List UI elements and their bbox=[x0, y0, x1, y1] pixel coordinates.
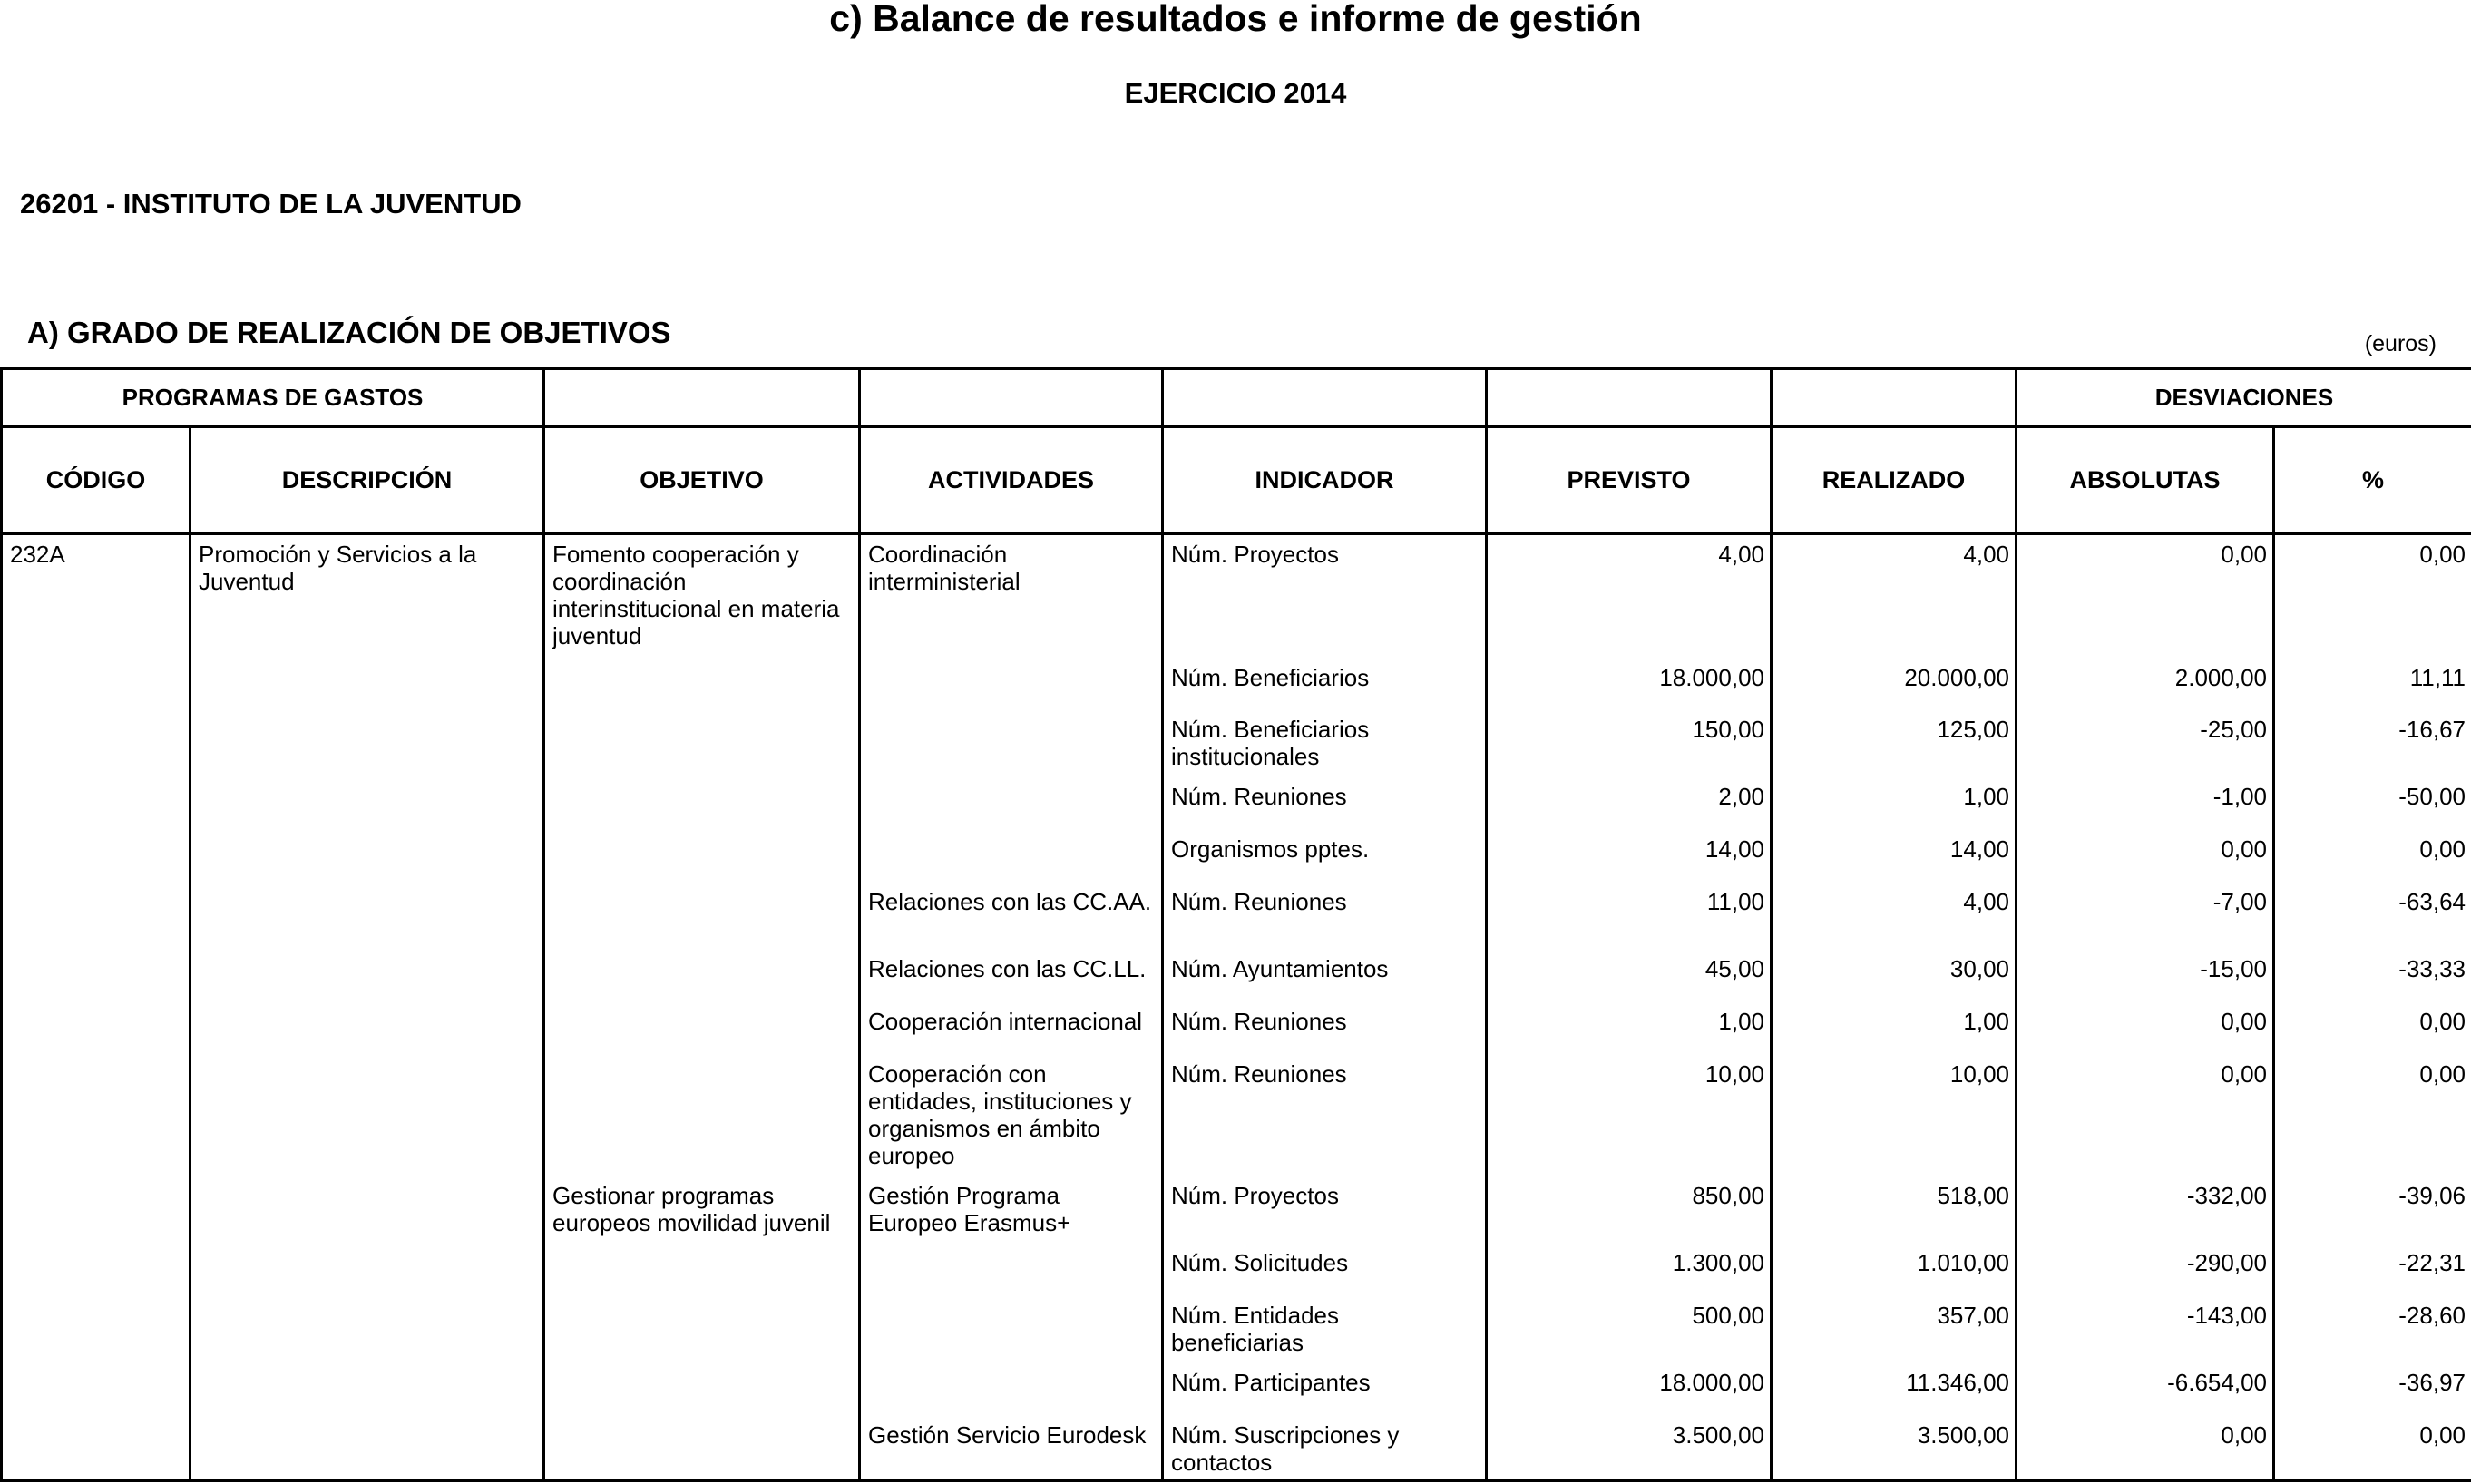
cell-indicador-text: Núm. Entidades beneficiarias bbox=[1171, 1301, 1339, 1356]
cell-absolutas-text: 0,00 bbox=[2221, 541, 2267, 568]
cell-objetivo bbox=[544, 1296, 860, 1363]
cell-previsto bbox=[1487, 1055, 1772, 1176]
cell-indicador bbox=[1163, 777, 1487, 830]
cell-codigo-text bbox=[3, 710, 189, 716]
cell-previsto-text: 150,00 bbox=[1692, 715, 1764, 743]
cell-descripcion-text bbox=[191, 1055, 542, 1060]
cell-realizado-text: 4,00 bbox=[1963, 887, 2009, 915]
cell-realizado bbox=[1772, 1176, 2017, 1244]
cell-indicador bbox=[1163, 883, 1487, 950]
cell-absolutas-text: 0,00 bbox=[2221, 835, 2267, 863]
cell-absolutas-text: 0,00 bbox=[2221, 1421, 2267, 1449]
cell-indicador-text: Núm. Proyectos bbox=[1171, 1181, 1339, 1209]
cell-realizado bbox=[1772, 534, 2017, 659]
cell-objetivo-text bbox=[545, 710, 858, 716]
cell-absolutas bbox=[2017, 830, 2274, 883]
cell-codigo-text bbox=[3, 659, 189, 664]
cell-codigo bbox=[2, 659, 190, 710]
cell-codigo bbox=[2, 1416, 190, 1481]
cell-indicador-text: Núm. Solicitudes bbox=[1171, 1248, 1349, 1276]
cell-pct-text: -22,31 bbox=[2398, 1248, 2466, 1276]
cell-codigo-text bbox=[3, 1244, 189, 1249]
cell-actividad bbox=[860, 1176, 1163, 1244]
cell-realizado-text: 14,00 bbox=[1949, 835, 2009, 863]
cell-pct bbox=[2274, 659, 2471, 710]
cell-objetivo bbox=[544, 659, 860, 710]
cell-pct-text: 0,00 bbox=[2419, 1421, 2466, 1449]
cell-previsto bbox=[1487, 534, 1772, 659]
cell-descripcion bbox=[190, 1416, 544, 1481]
cell-previsto bbox=[1487, 777, 1772, 830]
cell-codigo-text bbox=[3, 1363, 189, 1369]
cell-pct-text: 0,00 bbox=[2419, 1007, 2466, 1035]
cell-indicador bbox=[1163, 1244, 1487, 1296]
group-header-empty bbox=[1163, 369, 1487, 427]
cell-absolutas-text: 0,00 bbox=[2221, 1007, 2267, 1035]
cell-actividad bbox=[860, 534, 1163, 659]
col-header-descripcion: DESCRIPCIÓN bbox=[190, 427, 544, 534]
cell-descripcion-text bbox=[191, 830, 542, 835]
cell-pct bbox=[2274, 777, 2471, 830]
cell-actividad bbox=[860, 1296, 1163, 1363]
cell-realizado-text: 1.010,00 bbox=[1917, 1248, 2009, 1276]
cell-objetivo bbox=[544, 1176, 860, 1244]
cell-descripcion bbox=[190, 1002, 544, 1055]
cell-codigo-text bbox=[3, 1002, 189, 1008]
group-header-row bbox=[2, 369, 2471, 427]
entity-name: 26201 - INSTITUTO DE LA JUVENTUD bbox=[20, 188, 522, 220]
cell-absolutas-text: -143,00 bbox=[2186, 1301, 2267, 1329]
cell-objetivo-text bbox=[545, 950, 858, 955]
cell-codigo bbox=[2, 534, 190, 659]
cell-previsto-text: 10,00 bbox=[1704, 1059, 1764, 1088]
cell-realizado-text: 30,00 bbox=[1949, 954, 2009, 982]
cell-pct bbox=[2274, 1176, 2471, 1244]
cell-absolutas-text: -1,00 bbox=[2212, 782, 2267, 810]
col-header-objetivo: OBJETIVO bbox=[544, 427, 860, 534]
cell-previsto-text: 850,00 bbox=[1692, 1181, 1764, 1209]
cell-pct-text: -63,64 bbox=[2398, 887, 2466, 915]
col-header-absolutas: ABSOLUTAS bbox=[2017, 427, 2274, 534]
cell-previsto-text: 2,00 bbox=[1718, 782, 1764, 810]
cell-actividad-text: Gestión Programa Europeo Erasmus+ bbox=[868, 1181, 1071, 1236]
cell-realizado bbox=[1772, 1416, 2017, 1481]
cell-codigo-text bbox=[3, 1296, 189, 1302]
cell-actividad bbox=[860, 830, 1163, 883]
page-title: c) Balance de resultados e informe de gestión bbox=[829, 0, 1642, 39]
cell-pct bbox=[2274, 1244, 2471, 1296]
cell-pct-text: -50,00 bbox=[2398, 782, 2466, 810]
cell-pct-text: 0,00 bbox=[2419, 1059, 2466, 1088]
cell-indicador-text: Núm. Participantes bbox=[1171, 1368, 1371, 1396]
cell-absolutas bbox=[2017, 1055, 2274, 1176]
cell-objetivo-text bbox=[545, 777, 858, 783]
cell-objetivo bbox=[544, 1244, 860, 1296]
cell-pct bbox=[2274, 1363, 2471, 1416]
cell-descripcion bbox=[190, 1363, 544, 1416]
cell-realizado-text: 1,00 bbox=[1963, 782, 2009, 810]
cell-indicador-text: Núm. Ayuntamientos bbox=[1171, 954, 1389, 982]
cell-realizado bbox=[1772, 710, 2017, 777]
cell-previsto-text: 18.000,00 bbox=[1659, 1368, 1764, 1396]
cell-descripcion-text bbox=[191, 1363, 542, 1369]
cell-actividad-text bbox=[861, 1363, 1161, 1369]
cell-objetivo bbox=[544, 950, 860, 1002]
group-header-empty bbox=[544, 369, 860, 427]
cell-realizado bbox=[1772, 830, 2017, 883]
cell-actividad bbox=[860, 1002, 1163, 1055]
cell-indicador-text: Núm. Beneficiarios bbox=[1171, 663, 1370, 691]
cell-realizado-text: 20.000,00 bbox=[1904, 663, 2009, 691]
cell-descripcion bbox=[190, 1176, 544, 1244]
cell-previsto-text: 11,00 bbox=[1706, 887, 1764, 915]
cell-pct-text: -36,97 bbox=[2398, 1368, 2466, 1396]
table-row bbox=[2, 659, 2471, 710]
table-row bbox=[2, 830, 2471, 883]
cell-codigo-text bbox=[3, 777, 189, 783]
cell-objetivo bbox=[544, 1416, 860, 1481]
cell-indicador bbox=[1163, 710, 1487, 777]
cell-codigo bbox=[2, 777, 190, 830]
cell-realizado-text: 1,00 bbox=[1963, 1007, 2009, 1035]
col-header-previsto: PREVISTO bbox=[1487, 427, 1772, 534]
cell-realizado bbox=[1772, 1055, 2017, 1176]
cell-realizado bbox=[1772, 777, 2017, 830]
cell-actividad-text bbox=[861, 710, 1161, 716]
cell-descripcion bbox=[190, 1055, 544, 1176]
cell-actividad bbox=[860, 659, 1163, 710]
cell-actividad bbox=[860, 1416, 1163, 1481]
cell-descripcion-text bbox=[191, 883, 542, 888]
table-row bbox=[2, 534, 2471, 659]
cell-objetivo-text bbox=[545, 1296, 858, 1302]
cell-previsto bbox=[1487, 1416, 1772, 1481]
table-row bbox=[2, 1002, 2471, 1055]
cell-previsto-text: 1,00 bbox=[1718, 1007, 1764, 1035]
cell-descripcion-text: Promoción y Servicios a la Juventud bbox=[199, 541, 477, 595]
cell-descripcion bbox=[190, 950, 544, 1002]
cell-codigo bbox=[2, 1244, 190, 1296]
table-row bbox=[2, 1296, 2471, 1363]
cell-absolutas-text: -290,00 bbox=[2186, 1248, 2267, 1276]
cell-objetivo bbox=[544, 710, 860, 777]
cell-descripcion bbox=[190, 883, 544, 950]
cell-absolutas bbox=[2017, 883, 2274, 950]
cell-codigo bbox=[2, 1363, 190, 1416]
cell-absolutas-text: -15,00 bbox=[2200, 954, 2267, 982]
cell-realizado-text: 518,00 bbox=[1937, 1181, 2009, 1209]
cell-absolutas bbox=[2017, 659, 2274, 710]
cell-descripcion bbox=[190, 1244, 544, 1296]
cell-codigo bbox=[2, 830, 190, 883]
cell-descripcion-text bbox=[191, 1244, 542, 1249]
cell-codigo-text bbox=[3, 830, 189, 835]
cell-descripcion bbox=[190, 1296, 544, 1363]
cell-previsto bbox=[1487, 883, 1772, 950]
cell-realizado-text: 125,00 bbox=[1937, 715, 2009, 743]
cell-descripcion-text bbox=[191, 1416, 542, 1421]
cell-descripcion-text bbox=[191, 1002, 542, 1008]
cell-objetivo bbox=[544, 534, 860, 659]
table-body bbox=[2, 534, 2471, 1481]
cell-actividad-text: Gestión Servicio Eurodesk bbox=[868, 1421, 1147, 1449]
cell-previsto bbox=[1487, 950, 1772, 1002]
cell-codigo bbox=[2, 950, 190, 1002]
cell-objetivo-text bbox=[545, 1244, 858, 1249]
cell-codigo-text: 232A bbox=[10, 541, 65, 568]
cell-actividad bbox=[860, 883, 1163, 950]
cell-realizado-text: 10,00 bbox=[1949, 1059, 2009, 1088]
col-header-pct: % bbox=[2274, 427, 2471, 534]
cell-codigo bbox=[2, 710, 190, 777]
cell-realizado-text: 3.500,00 bbox=[1917, 1421, 2009, 1449]
cell-previsto bbox=[1487, 830, 1772, 883]
group-header-empty bbox=[860, 369, 1163, 427]
cell-indicador bbox=[1163, 830, 1487, 883]
cell-absolutas bbox=[2017, 1296, 2274, 1363]
cell-objetivo bbox=[544, 1363, 860, 1416]
cell-objetivo-text bbox=[545, 1055, 858, 1060]
cell-previsto-text: 18.000,00 bbox=[1659, 663, 1764, 691]
table-row bbox=[2, 710, 2471, 777]
cell-pct bbox=[2274, 534, 2471, 659]
cell-codigo-text bbox=[3, 1416, 189, 1421]
cell-actividad bbox=[860, 1244, 1163, 1296]
cell-actividad-text: Cooperación con entidades, instituciones y organismos en ámbito europeo bbox=[868, 1059, 1132, 1169]
cell-codigo bbox=[2, 883, 190, 950]
cell-pct-text: 0,00 bbox=[2419, 835, 2466, 863]
cell-pct bbox=[2274, 710, 2471, 777]
objectives-table bbox=[0, 367, 2471, 1482]
cell-absolutas bbox=[2017, 950, 2274, 1002]
cell-previsto bbox=[1487, 1002, 1772, 1055]
cell-absolutas bbox=[2017, 534, 2274, 659]
cell-previsto bbox=[1487, 1176, 1772, 1244]
group-header-empty bbox=[1772, 369, 2017, 427]
cell-indicador bbox=[1163, 1055, 1487, 1176]
cell-indicador bbox=[1163, 1176, 1487, 1244]
cell-indicador bbox=[1163, 1416, 1487, 1481]
cell-absolutas-text: 2.000,00 bbox=[2174, 663, 2267, 691]
cell-pct-text: 11,11 bbox=[2409, 663, 2466, 691]
cell-objetivo bbox=[544, 1002, 860, 1055]
cell-actividad-text: Cooperación internacional bbox=[868, 1007, 1143, 1035]
cell-pct bbox=[2274, 883, 2471, 950]
cell-previsto bbox=[1487, 710, 1772, 777]
exercise-year: EJERCICIO 2014 bbox=[1124, 77, 1347, 109]
cell-absolutas-text: 0,00 bbox=[2221, 1059, 2267, 1088]
cell-indicador-text: Núm. Beneficiarios institucionales bbox=[1171, 715, 1370, 770]
cell-realizado bbox=[1772, 950, 2017, 1002]
units-label: (euros) bbox=[2364, 331, 2437, 356]
table-row bbox=[2, 950, 2471, 1002]
cell-previsto-text: 45,00 bbox=[1704, 954, 1764, 982]
cell-actividad bbox=[860, 1055, 1163, 1176]
table-row bbox=[2, 777, 2471, 830]
cell-objetivo-text bbox=[545, 1002, 858, 1008]
cell-objetivo bbox=[544, 830, 860, 883]
col-header-indicador: INDICADOR bbox=[1163, 427, 1487, 534]
cell-previsto-text: 1.300,00 bbox=[1672, 1248, 1764, 1276]
cell-indicador-text: Núm. Reuniones bbox=[1171, 1007, 1347, 1035]
cell-codigo bbox=[2, 1176, 190, 1244]
cell-descripcion bbox=[190, 659, 544, 710]
cell-actividad-text: Coordinación interministerial bbox=[868, 541, 1021, 595]
table-row bbox=[2, 1363, 2471, 1416]
cell-indicador bbox=[1163, 1296, 1487, 1363]
group-header-desviaciones: DESVIACIONES bbox=[2017, 369, 2471, 427]
cell-realizado bbox=[1772, 1244, 2017, 1296]
cell-indicador-text: Núm. Reuniones bbox=[1171, 887, 1347, 915]
cell-actividad bbox=[860, 777, 1163, 830]
cell-codigo bbox=[2, 1055, 190, 1176]
cell-objetivo-text: Gestionar programas europeos movilidad juvenil bbox=[552, 1181, 831, 1236]
cell-realizado bbox=[1772, 1363, 2017, 1416]
cell-absolutas bbox=[2017, 1416, 2274, 1481]
cell-pct bbox=[2274, 950, 2471, 1002]
cell-indicador-text: Núm. Suscripciones y contactos bbox=[1171, 1421, 1400, 1476]
cell-actividad bbox=[860, 950, 1163, 1002]
cell-absolutas bbox=[2017, 1002, 2274, 1055]
cell-objetivo bbox=[544, 1055, 860, 1176]
cell-indicador bbox=[1163, 950, 1487, 1002]
cell-actividad-text bbox=[861, 777, 1161, 783]
cell-descripcion-text bbox=[191, 1176, 542, 1182]
cell-absolutas bbox=[2017, 1176, 2274, 1244]
group-header-empty bbox=[1487, 369, 1772, 427]
cell-actividad-text: Relaciones con las CC.AA. bbox=[868, 887, 1152, 915]
cell-pct-text: -16,67 bbox=[2398, 715, 2466, 743]
cell-actividad-text bbox=[861, 1296, 1161, 1302]
cell-pct bbox=[2274, 1416, 2471, 1481]
cell-descripcion-text bbox=[191, 659, 542, 664]
cell-indicador-text: Organismos pptes. bbox=[1171, 835, 1370, 863]
cell-descripcion bbox=[190, 830, 544, 883]
cell-actividad bbox=[860, 1363, 1163, 1416]
cell-absolutas bbox=[2017, 710, 2274, 777]
cell-previsto-text: 3.500,00 bbox=[1672, 1421, 1764, 1449]
cell-objetivo bbox=[544, 777, 860, 830]
cell-realizado-text: 357,00 bbox=[1937, 1301, 2009, 1329]
cell-actividad bbox=[860, 710, 1163, 777]
cell-realizado bbox=[1772, 1296, 2017, 1363]
cell-realizado bbox=[1772, 1002, 2017, 1055]
cell-actividad-text: Relaciones con las CC.LL. bbox=[868, 954, 1147, 982]
table-row bbox=[2, 883, 2471, 950]
cell-absolutas-text: -7,00 bbox=[2212, 887, 2267, 915]
cell-codigo-text bbox=[3, 950, 189, 955]
col-header-codigo: CÓDIGO bbox=[2, 427, 190, 534]
cell-codigo-text bbox=[3, 1176, 189, 1182]
cell-realizado bbox=[1772, 883, 2017, 950]
cell-objetivo-text bbox=[545, 659, 858, 664]
cell-realizado-text: 4,00 bbox=[1963, 541, 2009, 568]
cell-actividad-text bbox=[861, 659, 1161, 664]
cell-objetivo bbox=[544, 883, 860, 950]
cell-descripcion-text bbox=[191, 1296, 542, 1302]
cell-descripcion bbox=[190, 777, 544, 830]
cell-descripcion-text bbox=[191, 950, 542, 955]
cell-indicador bbox=[1163, 534, 1487, 659]
cell-indicador-text: Núm. Reuniones bbox=[1171, 782, 1347, 810]
cell-indicador bbox=[1163, 1363, 1487, 1416]
cell-codigo bbox=[2, 1296, 190, 1363]
cell-previsto bbox=[1487, 1244, 1772, 1296]
cell-descripcion bbox=[190, 710, 544, 777]
group-header-programas: PROGRAMAS DE GASTOS bbox=[2, 369, 544, 427]
cell-pct bbox=[2274, 830, 2471, 883]
column-header-row bbox=[2, 427, 2471, 534]
table-row bbox=[2, 1416, 2471, 1481]
cell-previsto bbox=[1487, 659, 1772, 710]
table-row bbox=[2, 1176, 2471, 1244]
cell-actividad-text bbox=[861, 830, 1161, 835]
cell-realizado bbox=[1772, 659, 2017, 710]
cell-pct-text: -28,60 bbox=[2398, 1301, 2466, 1329]
cell-descripcion bbox=[190, 534, 544, 659]
cell-previsto-text: 14,00 bbox=[1704, 835, 1764, 863]
cell-pct-text: -39,06 bbox=[2398, 1181, 2466, 1209]
cell-objetivo-text bbox=[545, 1416, 858, 1421]
cell-previsto-text: 500,00 bbox=[1692, 1301, 1764, 1329]
cell-absolutas bbox=[2017, 1363, 2274, 1416]
cell-indicador bbox=[1163, 1002, 1487, 1055]
cell-indicador-text: Núm. Reuniones bbox=[1171, 1059, 1347, 1088]
cell-descripcion-text bbox=[191, 710, 542, 716]
cell-indicador-text: Núm. Proyectos bbox=[1171, 541, 1339, 568]
cell-codigo bbox=[2, 1002, 190, 1055]
section-title: A) GRADO DE REALIZACIÓN DE OBJETIVOS bbox=[27, 316, 671, 349]
cell-previsto bbox=[1487, 1296, 1772, 1363]
cell-objetivo-text: Fomento cooperación y coordinación interinstitucional en materia juventud bbox=[552, 541, 840, 649]
cell-actividad-text bbox=[861, 1244, 1161, 1249]
table-row bbox=[2, 1055, 2471, 1176]
cell-previsto-text: 4,00 bbox=[1718, 541, 1764, 568]
cell-codigo-text bbox=[3, 1055, 189, 1060]
cell-pct-text: 0,00 bbox=[2419, 541, 2466, 568]
col-header-actividades: ACTIVIDADES bbox=[860, 427, 1163, 534]
cell-objetivo-text bbox=[545, 830, 858, 835]
cell-pct bbox=[2274, 1002, 2471, 1055]
cell-codigo-text bbox=[3, 883, 189, 888]
cell-absolutas bbox=[2017, 1244, 2274, 1296]
cell-absolutas-text: -25,00 bbox=[2200, 715, 2267, 743]
cell-indicador bbox=[1163, 659, 1487, 710]
cell-previsto bbox=[1487, 1363, 1772, 1416]
cell-objetivo-text bbox=[545, 883, 858, 888]
cell-pct-text: -33,33 bbox=[2398, 954, 2466, 982]
cell-descripcion-text bbox=[191, 777, 542, 783]
cell-objetivo-text bbox=[545, 1363, 858, 1369]
table-row bbox=[2, 1244, 2471, 1296]
cell-absolutas-text: -6.654,00 bbox=[2167, 1368, 2267, 1396]
cell-absolutas bbox=[2017, 777, 2274, 830]
col-header-realizado: REALIZADO bbox=[1772, 427, 2017, 534]
cell-pct bbox=[2274, 1296, 2471, 1363]
cell-realizado-text: 11.346,00 bbox=[1906, 1368, 2009, 1396]
cell-pct bbox=[2274, 1055, 2471, 1176]
cell-absolutas-text: -332,00 bbox=[2186, 1181, 2267, 1209]
